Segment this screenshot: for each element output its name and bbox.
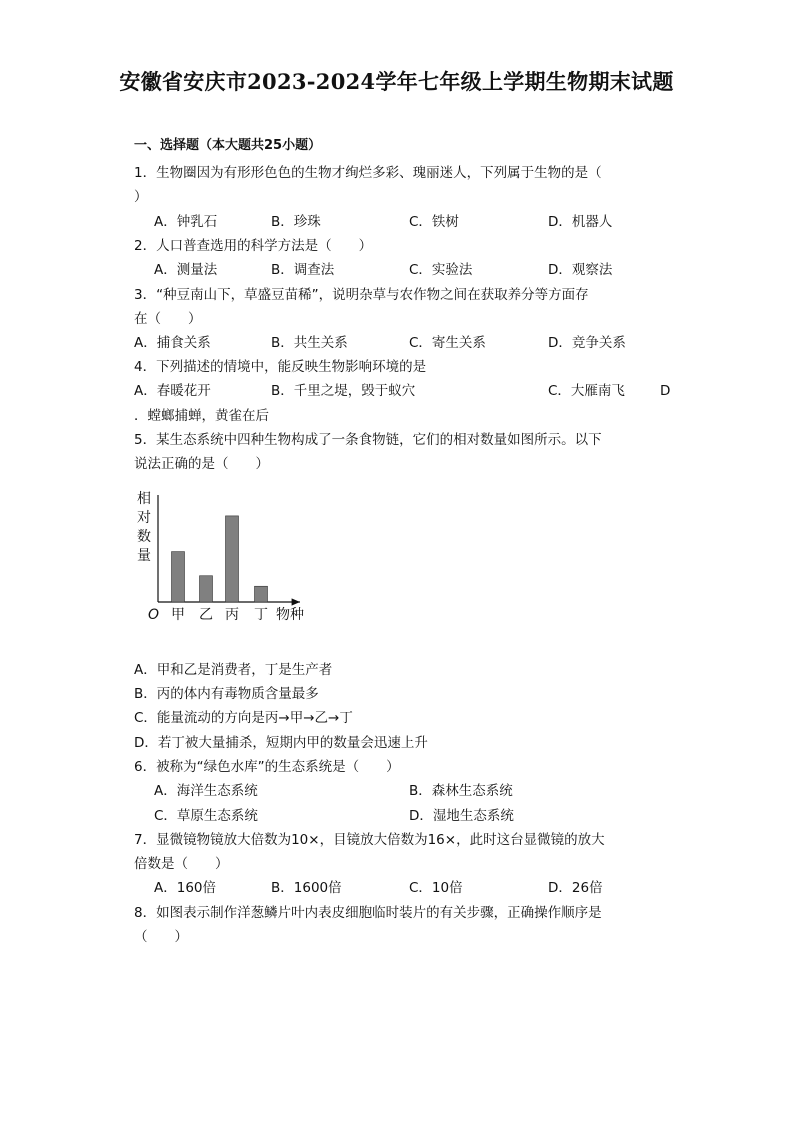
q3-stem: 3．“种豆南山下，草盛豆苗稀”，说明杂草与农作物之间在获取养分等方面存 xyxy=(134,287,589,303)
section-heading: 一、选择题（本大题共25小题） xyxy=(134,138,322,153)
q6-option-b: B．森林生态系统 xyxy=(409,783,513,799)
q1-option-d: D．机器人 xyxy=(548,214,613,230)
q4-option-d-text: ．螳螂捕蝉，黄雀在后 xyxy=(134,408,269,424)
q4-stem: 4．下列描述的情境中，能反映生物影响环境的是 xyxy=(134,359,427,375)
q3-option-c: C．寄生关系 xyxy=(409,335,486,351)
q1-option-c: C．铁树 xyxy=(409,214,459,230)
bar-chart xyxy=(128,487,328,627)
q8-stem: 8．如图表示制作洋葱鳞片叶内表皮细胞临时装片的有关步骤，正确操作顺序是 xyxy=(134,905,602,921)
q7-option-d: D．26倍 xyxy=(548,880,603,896)
q2-option-c: C．实验法 xyxy=(409,262,473,278)
q2-option-a: A．测量法 xyxy=(154,262,218,278)
q6-option-d: D．湿地生态系统 xyxy=(409,808,514,824)
q1-option-a: A．钟乳石 xyxy=(154,214,218,230)
q2-stem: 2．人口普查选用的科学方法是（ ） xyxy=(134,238,373,254)
page-title: 安徽省安庆市2023-2024学年七年级上学期生物期末试题 xyxy=(119,69,674,94)
y-axis-label: 相对数量 xyxy=(137,491,151,564)
q1-option-b: B．珍珠 xyxy=(271,214,321,230)
q3-option-a: A．捕食关系 xyxy=(134,335,211,351)
q6-option-a: A．海洋生态系统 xyxy=(154,783,258,799)
q3-option-b: B．共生关系 xyxy=(271,335,348,351)
q4-option-c: C．大雁南飞 xyxy=(548,383,625,399)
q5-option-c: C．能量流动的方向是丙→甲→乙→丁 xyxy=(134,710,353,726)
q5-option-d: D．若丁被大量捕杀，短期内甲的数量会迅速上升 xyxy=(134,735,428,751)
category-label-4: 丁 xyxy=(254,607,268,623)
q3-stem-cont: 在（ ） xyxy=(134,311,202,327)
q4-option-b: B．千里之堤，毁于蚁穴 xyxy=(271,383,416,399)
q5-stem-cont: 说法正确的是（ ） xyxy=(134,456,269,472)
q5-option-a: A．甲和乙是消费者，丁是生产者 xyxy=(134,662,333,678)
q4-option-d-letter: D xyxy=(660,383,671,399)
q1-stem-cont: ） xyxy=(134,189,148,205)
q5-option-b: B．丙的体内有毒物质含量最多 xyxy=(134,686,319,702)
category-label-3: 丙 xyxy=(225,607,239,623)
bar-1 xyxy=(172,552,185,602)
q8-stem-cont: （ ） xyxy=(134,929,188,945)
q2-option-d: D．观察法 xyxy=(548,262,613,278)
q6-stem: 6．被称为“绿色水库”的生态系统是（ ） xyxy=(134,759,400,775)
bar-3 xyxy=(226,516,239,602)
q6-option-c: C．草原生态系统 xyxy=(154,808,258,824)
q5-stem: 5．某生态系统中四种生物构成了一条食物链，它们的相对数量如图所示。以下 xyxy=(134,432,602,448)
origin-label: O xyxy=(148,607,160,623)
q7-option-b: B．1600倍 xyxy=(271,880,342,896)
bar-4 xyxy=(255,586,268,602)
q4-option-a: A．春暖花开 xyxy=(134,383,211,399)
q3-option-d: D．竞争关系 xyxy=(548,335,626,351)
category-label-1: 甲 xyxy=(171,607,185,623)
q7-stem-cont: 倍数是（ ） xyxy=(134,856,229,872)
q7-option-c: C．10倍 xyxy=(409,880,463,896)
q7-option-a: A．160倍 xyxy=(154,880,217,896)
x-axis-label: 物种 xyxy=(276,607,304,623)
q2-option-b: B．调查法 xyxy=(271,262,335,278)
q1-stem: 1．生物圈因为有形形色色的生物才绚烂多彩、瑰丽迷人，下列属于生物的是（ xyxy=(134,165,602,181)
bar-2 xyxy=(200,576,213,602)
q7-stem: 7．显微镜物镜放大倍数为10×，目镜放大倍数为16×，此时这台显微镜的放大 xyxy=(134,832,605,848)
category-label-2: 乙 xyxy=(199,607,213,623)
